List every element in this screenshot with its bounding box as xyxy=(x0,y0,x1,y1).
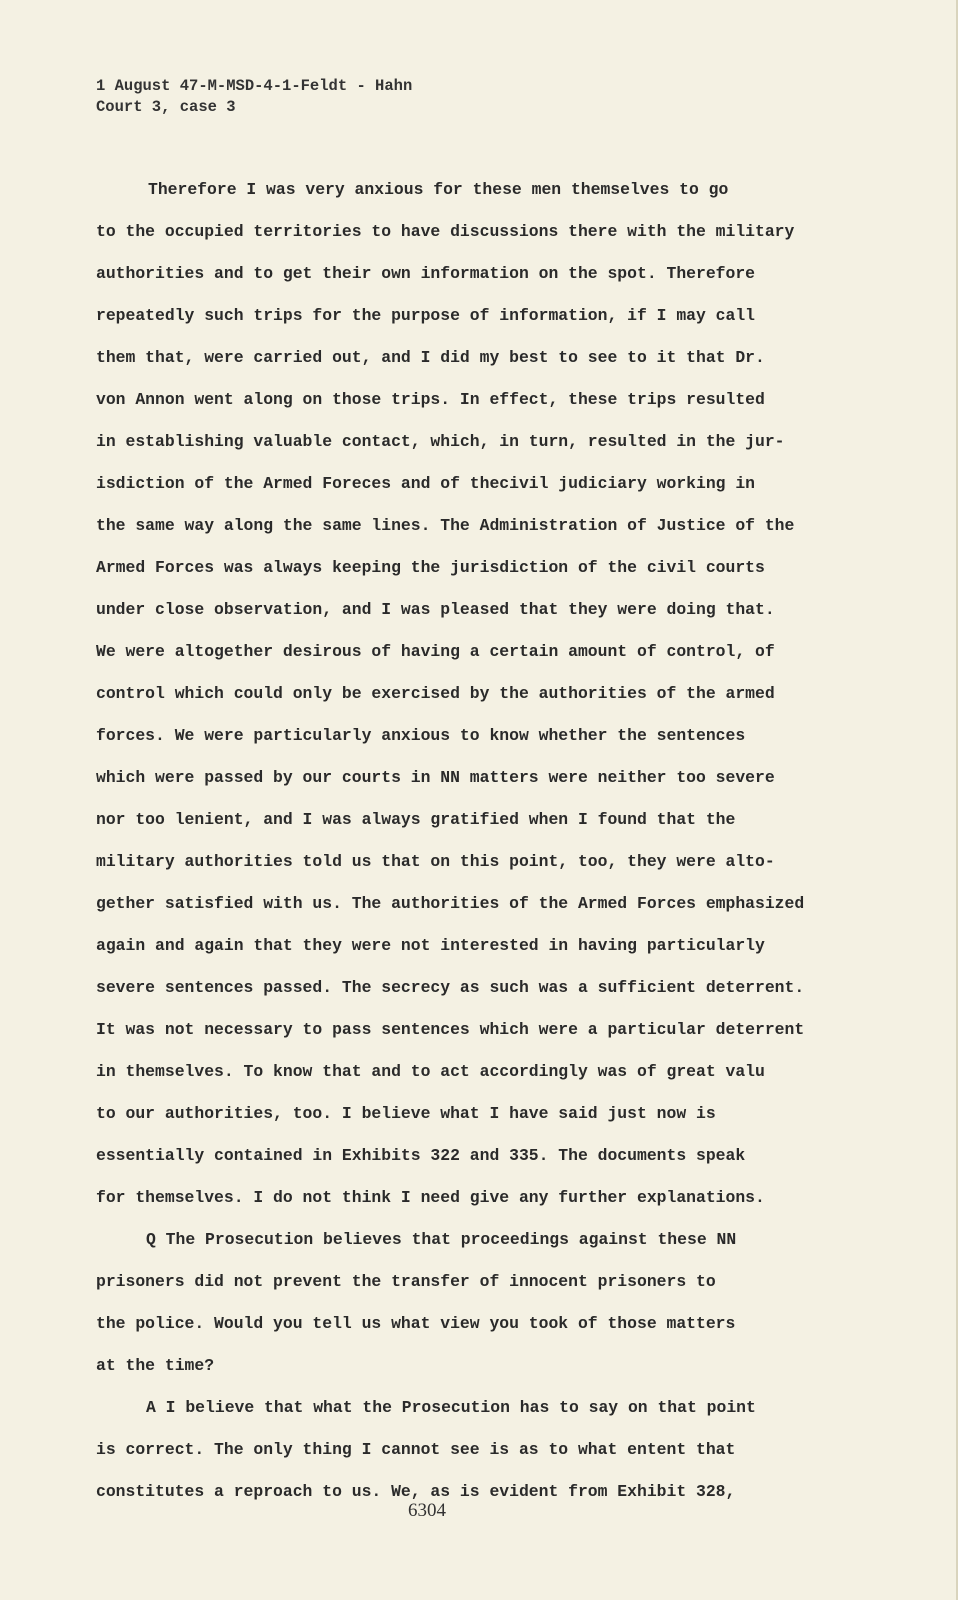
header-line-1: 1 August 47-M-MSD-4-1-Feldt - Hahn xyxy=(96,77,413,95)
text-line-25: for themselves. I do not think I need give any further explanations. xyxy=(96,1188,765,1207)
page-number: 6304 xyxy=(408,1500,446,1521)
text-line-32: constitutes a reproach to us. We, as is evident from Exhibit 328, xyxy=(96,1482,736,1501)
text-line-14: forces. We were particularly anxious to know whether the sentences xyxy=(96,726,746,745)
text-line-16: nor too lenient, and I was always gratified when I found that the xyxy=(96,810,736,829)
text-line-11: under close observation, and I was pleased that they were doing that. xyxy=(96,600,775,619)
text-line-29: at the time? xyxy=(96,1356,215,1375)
text-line-5: them that, were carried out, and I did my best to see to it that Dr. xyxy=(96,348,765,367)
text-line-19: again and again that they were not interested in having particularly xyxy=(96,936,765,955)
text-line-2: to the occupied territories to have discussions there with the military xyxy=(96,222,795,241)
text-line-24: essentially contained in Exhibits 322 and 335. The documents speak xyxy=(96,1146,746,1165)
text-line-4: repeatedly such trips for the purpose of information, if I may call xyxy=(96,306,756,325)
text-line-6: von Annon went along on those trips. In effect, these trips resulted xyxy=(96,390,765,409)
text-line-15: which were passed by our courts in NN matters were neither too severe xyxy=(96,768,775,787)
header-line-2: Court 3, case 3 xyxy=(96,98,236,116)
text-line-3: authorities and to get their own information on the spot. Therefore xyxy=(96,264,756,283)
text-line-18: gether satisfied with us. The authorities of the Armed Forces emphasized xyxy=(96,894,805,913)
text-line-20: severe sentences passed. The secrecy as such was a sufficient deterrent. xyxy=(96,978,805,997)
text-line-8: isdiction of the Armed Foreces and of thecivil judiciary working in xyxy=(96,474,756,493)
text-line-27: prisoners did not prevent the transfer of innocent prisoners to xyxy=(96,1272,716,1291)
text-line-13: control which could only be exercised by the authorities of the armed xyxy=(96,684,775,703)
text-line-26: Q The Prosecution believes that proceedings against these NN xyxy=(146,1230,737,1249)
text-line-12: We were altogether desirous of having a certain amount of control, of xyxy=(96,642,775,661)
text-line-10: Armed Forces was always keeping the jurisdiction of the civil courts xyxy=(96,558,765,577)
text-line-28: the police. Would you tell us what view you took of those matters xyxy=(96,1314,736,1333)
text-line-30: A I believe that what the Prosecution has to say on that point xyxy=(146,1398,756,1417)
text-line-17: military authorities told us that on this point, too, they were alto- xyxy=(96,852,775,871)
text-line-31: is correct. The only thing I cannot see is as to what entent that xyxy=(96,1440,736,1459)
text-line-1: Therefore I was very anxious for these men themselves to go xyxy=(148,180,729,199)
text-line-21: It was not necessary to pass sentences which were a particular deterrent xyxy=(96,1020,805,1039)
text-line-23: to our authorities, too. I believe what I have said just now is xyxy=(96,1104,716,1123)
text-line-9: the same way along the same lines. The Administration of Justice of the xyxy=(96,516,795,535)
text-line-22: in themselves. To know that and to act accordingly was of great valu xyxy=(96,1062,765,1081)
text-line-7: in establishing valuable contact, which, in turn, resulted in the jur- xyxy=(96,432,785,451)
